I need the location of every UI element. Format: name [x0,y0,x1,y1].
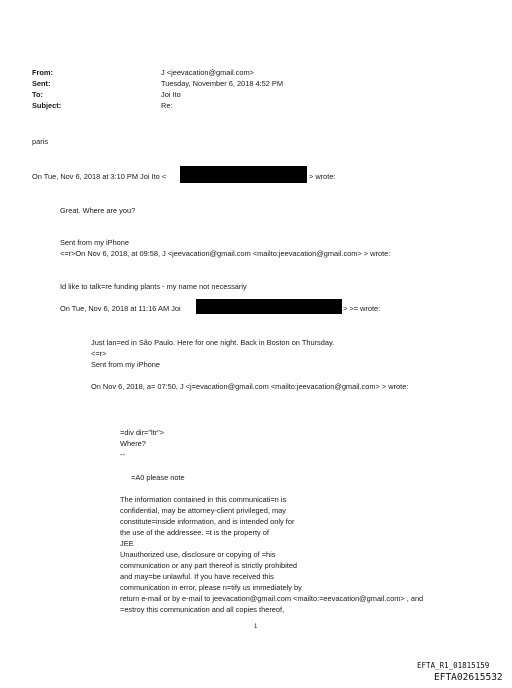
quoted-line: Sent from my iPhone [91,360,161,369]
footer-id-small: EFTA_R1_01815159 [417,661,490,670]
footer-id-large: EFTA02615532 [434,672,503,683]
quoted-line: =A0 please note [131,473,185,482]
sent-value: Tuesday, November 6, 2018 4:52 PM [161,79,284,88]
redaction-box [196,299,342,314]
quote2-prefix: On Tue, Nov 6, 2018 at 11:16 AM Joi [60,304,181,313]
quoted-line: Sent from my iPhone [60,238,130,247]
to-label: To: [32,90,43,99]
disclaimer-line: communication or any part thereof is strictly prohibited [120,561,298,570]
disclaimer-line: the use of the addressee. =t is the property of [120,528,269,537]
disclaimer-line: =estroy this communication and all copies thereof, [120,605,285,614]
quoted-line: Id like to talk=re funding plants - my name not necessariy [60,282,247,291]
quoted-line: <=r> [91,349,107,358]
page-number: 1 [254,624,258,630]
quoted-line: <=r>On Nov 6, 2018, at 09:58, J <jeevacation@gmail.com <mailto:jeevacation@gmail.com> > wrote: [60,249,391,258]
disclaimer-line: return e-mail or by e-mail to jeevacation@gmail.com <mailto:=eevacation@gmail.com> , and [120,594,424,603]
quoted-line: On Nov 6, 2018, a= 07:50, J <j=evacation@gmail.com <mailto:jeevacation@gmail.com> > wrote: [91,382,409,391]
disclaimer-line: Unauthorized use, disclosure or copying of =his [120,550,276,559]
disclaimer-line: confidential, may be attorney-client privileged, may [120,506,286,515]
disclaimer-line: The information contained in this communicati=n is [120,495,287,504]
to-value: Joi Ito [161,90,181,99]
sent-label: Sent: [32,79,51,88]
quote2-suffix: > >= wrote: [343,304,381,313]
subject-label: Subject: [32,101,62,110]
disclaimer-line: JEE [120,539,134,548]
quoted-line: Just lan=ed in São Paulo. Here for one night. Back in Boston on Thursday. [91,338,335,347]
from-label: From: [32,68,53,77]
redaction-box [180,166,307,183]
disclaimer-line: communication in error, please n=tify us immediately by [120,583,302,592]
reply-text: paris [32,137,49,146]
quoted-line: -- [120,450,125,459]
quoted-line: =div dir="ltr"> [120,428,165,437]
subject-value: Re: [161,101,173,110]
from-value: J <jeevacation@gmail.com> [161,68,254,77]
quote1-suffix: > wrote: [309,172,336,181]
quoted-line: Great. Where are you? [60,206,136,215]
quoted-line: Where? [120,439,146,448]
disclaimer-line: constitute=inside information, and is intended only for [120,517,295,526]
disclaimer-line: and may=be unlawful. If you have received this [120,572,274,581]
quote1-prefix: On Tue, Nov 6, 2018 at 3:10 PM Joi Ito < [32,172,167,181]
